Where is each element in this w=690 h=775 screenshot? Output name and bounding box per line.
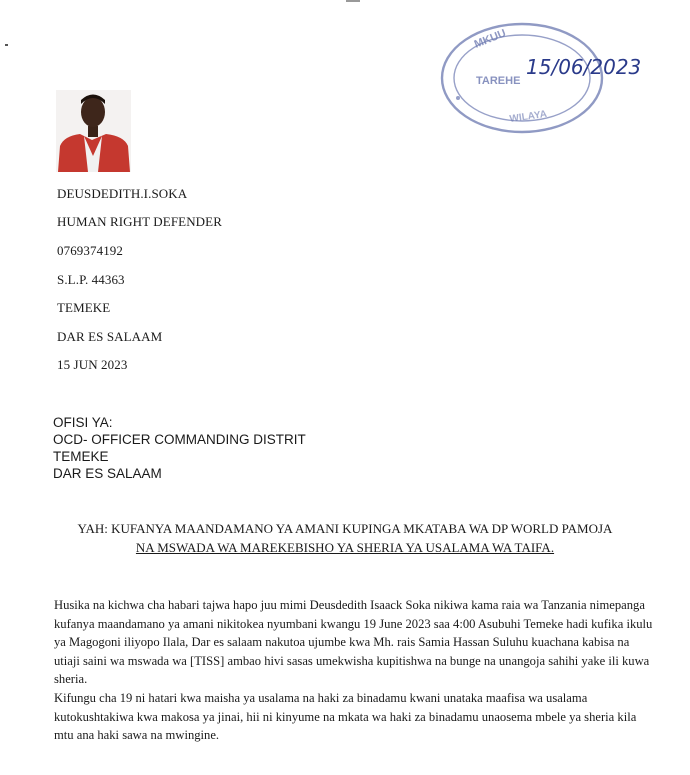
scan-speck <box>5 44 8 46</box>
stamp-top-text: MKUU <box>472 27 508 51</box>
subject-text-underlined: NA MSWADA WA MAREKEBISHO YA SHERIA YA USALAMA WA TAIFA. <box>135 540 555 555</box>
passport-photo <box>56 90 131 172</box>
recipient-block <box>53 414 306 482</box>
stamp-handwritten-date: 15/06/2023 <box>526 55 642 79</box>
subject-line-2 <box>0 540 690 556</box>
scan-speck <box>346 0 360 2</box>
sender-phone: 0769374192 <box>57 243 123 258</box>
sender-title: HUMAN RIGHT DEFENDER <box>57 214 222 229</box>
stamp-label: TAREHE <box>476 75 521 87</box>
sender-po-box: S.L.P. 44363 <box>57 272 125 287</box>
letter-date: 15 JUN 2023 <box>57 357 128 372</box>
sender-city: DAR ES SALAAM <box>57 329 163 344</box>
recipient-line: TEMEKE <box>53 449 109 464</box>
sender-district: TEMEKE <box>57 300 111 315</box>
recipient-line: DAR ES SALAAM <box>53 466 162 481</box>
body-paragraph-2 <box>54 689 654 745</box>
body-paragraph-1 <box>54 596 654 689</box>
paragraph-text: Husika na kichwa cha habari tajwa hapo juu mimi Deusdedith Isaack Soka nikiwa kama raia wa Tanzania nimepanga kufanya maandamano ya amani nikitokea nyumbani kwangu 19 June 2023 saa 4:00 Asubuhi Temeke hadi kufika ikulu ya Magogoni iliyopo Ilala, Dar es salaam nakutoa ujumbe kwa Mh. rais Samia Hassan Suluhu kuachana kabisa na utiaji saini wa mswada wa [TISS] ambao hivi sasas umekwisha kupitishwa na bunge na unangoja sahihi yake ili kuwa sheria. <box>54 598 653 686</box>
official-stamp <box>440 14 642 136</box>
subject-line-1 <box>0 521 690 537</box>
subject-text: YAH: KUFANYA MAANDAMANO YA AMANI KUPINGA MKATABA WA DP WORLD PAMOJA <box>77 521 613 536</box>
sender-name: DEUSDEDITH.I.SOKA <box>57 186 188 201</box>
recipient-line: OCD- OFFICER COMMANDING DISTRIT <box>53 432 306 447</box>
stamp-bottom-text: WILAYA <box>508 108 548 125</box>
person-photo-icon <box>56 90 131 172</box>
recipient-line: OFISI YA: <box>53 415 113 430</box>
paragraph-text: Kifungu cha 19 ni hatari kwa maisha ya usalama na haki za binadamu kwani unataka maafisa wa usalama kutokushtakiwa kwa makosa ya jinai, hii ni kinyume na mkata wa haki za binadamu unaosema mbele ya sheria kila mtu ana haki sawa na mwingine. <box>54 691 637 742</box>
